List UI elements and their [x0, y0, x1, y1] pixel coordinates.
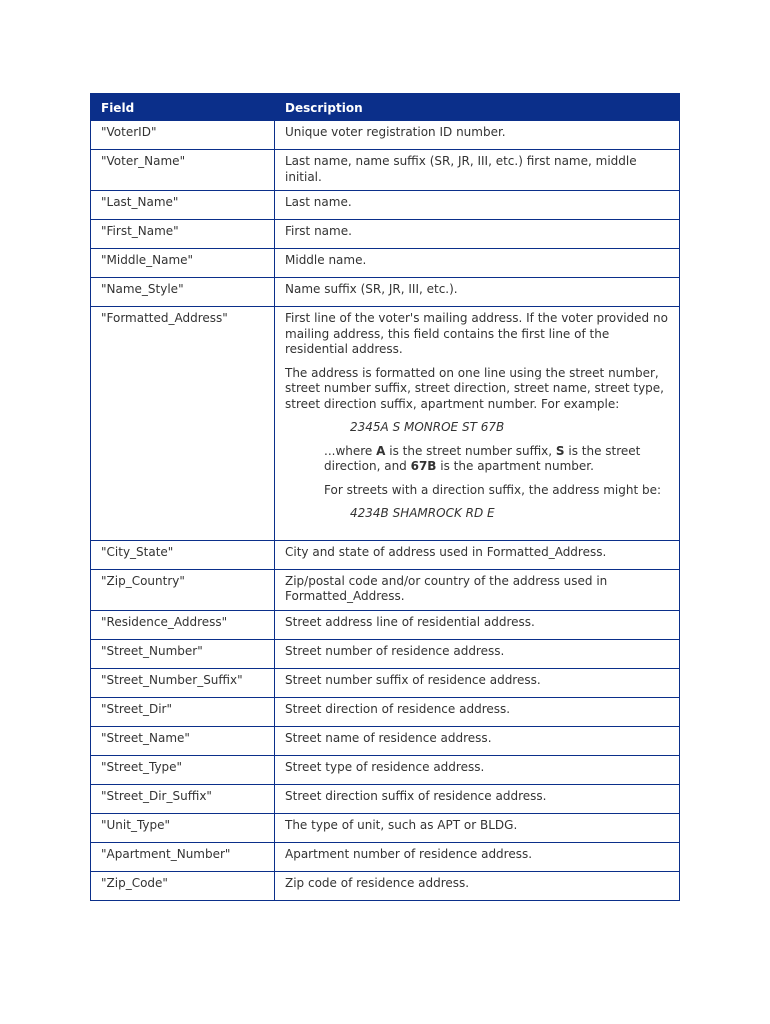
- format-note: The address is formatted on one line using the street number, street number suffix, street direction, street name, street type, street direction suffix, apartment number. For example:: [285, 365, 664, 411]
- field-name: "Last_Name": [91, 191, 275, 220]
- example-explanation: [285, 444, 669, 475]
- field-description: The type of unit, such as APT or BLDG.: [275, 813, 680, 842]
- emphasis-a: A: [376, 443, 386, 458]
- table-row: [91, 755, 680, 784]
- field-description: Zip code of residence address.: [275, 871, 680, 900]
- field-description: First name.: [275, 220, 680, 249]
- description-column-header: Description: [275, 93, 680, 121]
- table-row: [91, 121, 680, 150]
- field-name: "Residence_Address": [91, 610, 275, 639]
- explanation-text: is the street direction, and: [324, 443, 641, 473]
- table-row: [91, 249, 680, 278]
- field-description: Last name.: [275, 191, 680, 220]
- field-description: Street name of residence address.: [275, 726, 680, 755]
- emphasis-67b: 67B: [410, 459, 437, 473]
- table-row: [91, 639, 680, 668]
- formatted-address-description: First line of the voter's mailing address. If the voter provided no mailing address, this field contains the first line of the residential address.: [285, 311, 668, 356]
- field-name: "Unit_Type": [91, 813, 275, 842]
- field-description: Street direction of residence address.: [275, 697, 680, 726]
- field-description: Middle name.: [275, 249, 680, 278]
- field-name: "Zip_Country": [91, 569, 275, 610]
- field-name: "VoterID": [91, 121, 275, 150]
- table-row: [91, 307, 680, 541]
- field-name: "Name_Style": [91, 278, 275, 307]
- table-row: [91, 784, 680, 813]
- table-row: [91, 569, 680, 610]
- field-name: "Street_Number_Suffix": [91, 668, 275, 697]
- emphasis-s: S: [555, 443, 565, 458]
- field-name: "Street_Name": [91, 726, 275, 755]
- table-row: [91, 610, 680, 639]
- field-name: "Street_Number": [91, 639, 275, 668]
- field-name: "Middle_Name": [91, 249, 275, 278]
- field-name: "Apartment_Number": [91, 842, 275, 871]
- field-name: "Zip_Code": [91, 871, 275, 900]
- field-description: Street number of residence address.: [275, 639, 680, 668]
- field-description: Street number suffix of residence address.: [275, 668, 680, 697]
- table-row: [91, 220, 680, 249]
- field-description: Name suffix (SR, JR, III, etc.).: [275, 278, 680, 307]
- explanation-text: is the street number suffix,: [385, 443, 556, 458]
- table-row: [91, 813, 680, 842]
- field-name: "Voter_Name": [91, 150, 275, 191]
- field-description: Unique voter registration ID number.: [275, 121, 680, 150]
- explanation-text: ...where: [324, 443, 377, 458]
- field-description: Zip/postal code and/or country of the address used in Formatted_Address.: [275, 569, 680, 610]
- field-column-header: Field: [91, 93, 275, 121]
- address-example: 2345A S MONROE ST 67B: [350, 420, 505, 434]
- field-name: "Street_Dir_Suffix": [91, 784, 275, 813]
- table-row: [91, 150, 680, 191]
- table-row: [91, 726, 680, 755]
- field-description: Street direction suffix of residence address.: [275, 784, 680, 813]
- table-row: [91, 871, 680, 900]
- field-name: "Street_Dir": [91, 697, 275, 726]
- table-row: [91, 540, 680, 569]
- explanation-text: is the apartment number.: [436, 459, 594, 473]
- field-description: Street type of residence address.: [275, 755, 680, 784]
- table-header-row: [91, 93, 680, 121]
- address-example: 4234B SHAMROCK RD E: [350, 506, 495, 520]
- field-description: Last name, name suffix (SR, JR, III, etc.) first name, middle initial.: [275, 150, 680, 191]
- field-description: Apartment number of residence address.: [275, 842, 680, 871]
- table-row: [91, 842, 680, 871]
- field-name: "Formatted_Address": [91, 307, 275, 541]
- table-row: [91, 668, 680, 697]
- suffix-note: For streets with a direction suffix, the address might be:: [324, 482, 662, 497]
- field-description: [275, 307, 680, 541]
- table-row: [91, 191, 680, 220]
- field-name: "First_Name": [91, 220, 275, 249]
- table-row: [91, 278, 680, 307]
- field-name: "City_State": [91, 540, 275, 569]
- field-description-table: [90, 93, 680, 901]
- table-row: [91, 697, 680, 726]
- field-description: Street address line of residential address.: [275, 610, 680, 639]
- field-name: "Street_Type": [91, 755, 275, 784]
- field-description: City and state of address used in Formatted_Address.: [275, 540, 680, 569]
